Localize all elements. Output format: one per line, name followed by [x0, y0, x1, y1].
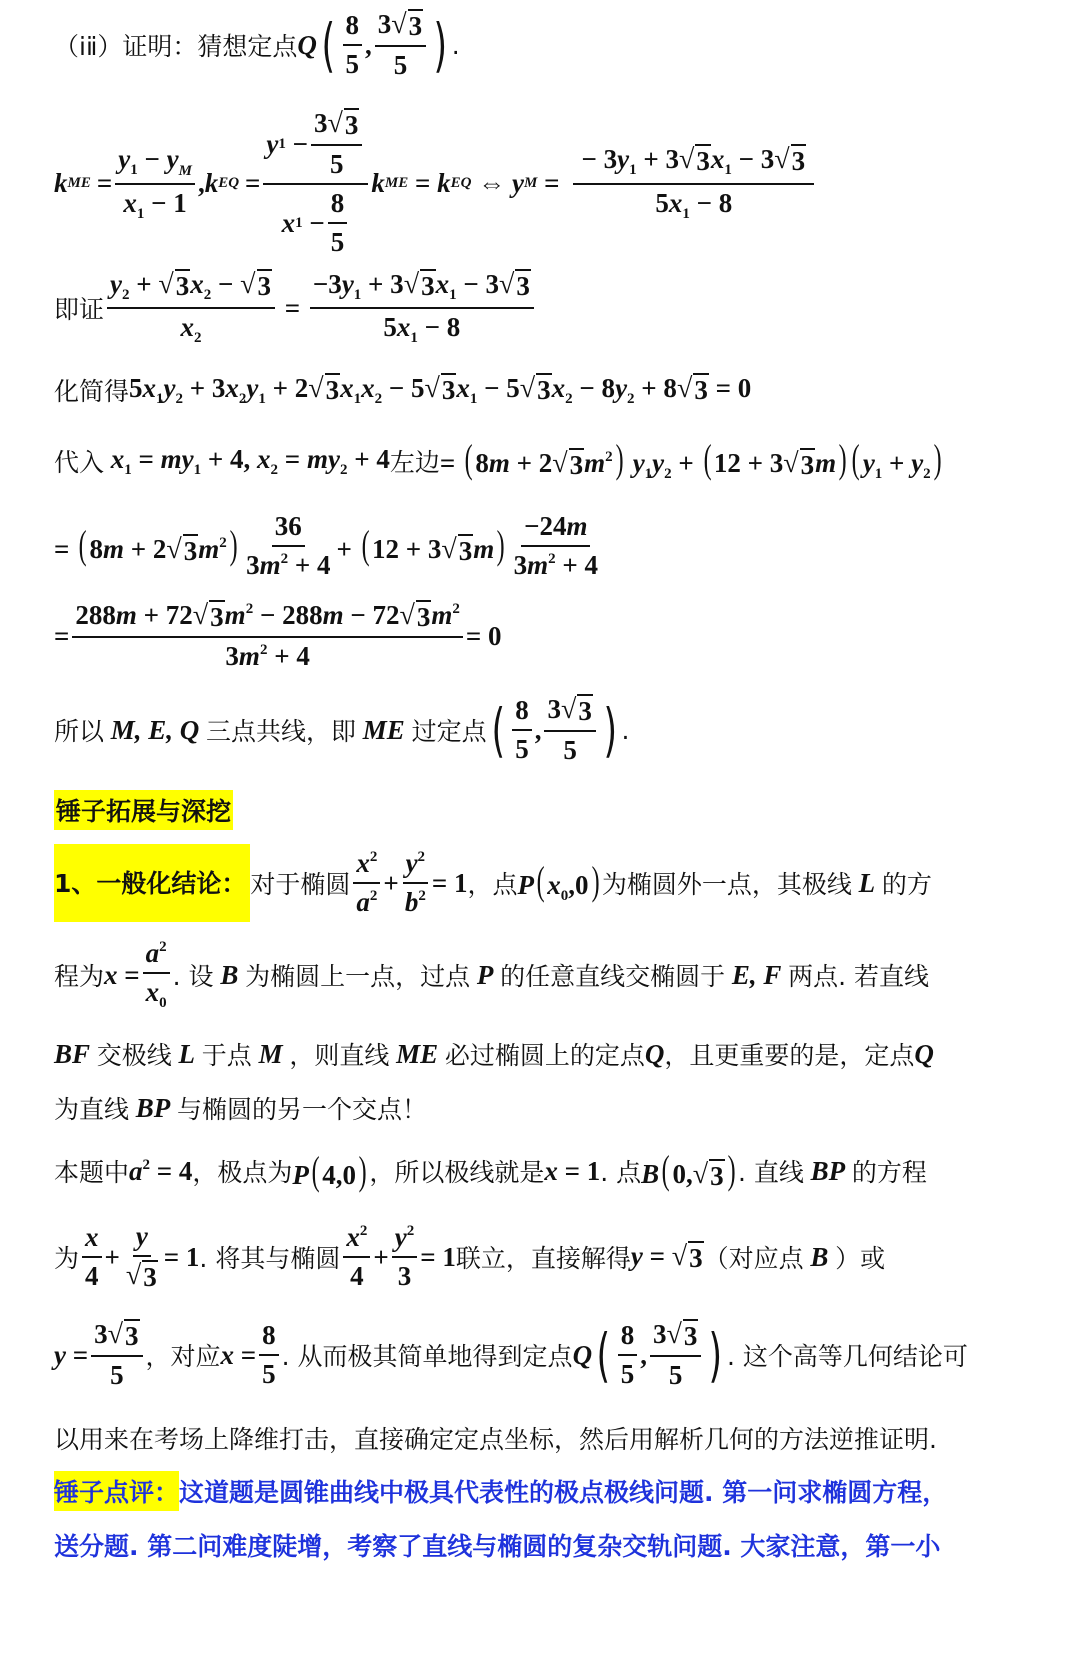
q-y-fraction: 3 √ 3 5 [375, 9, 426, 81]
general-line-1: 1、一般化结论： 对于椭圆 $\frac{x^2}{a^2}$ + $\frac{y^2}{b^2}$ = 1 ，点 $P(x_0,0)$ 为椭圆外一点，其极线 L 的方 [54, 846, 932, 920]
comment-text-2: 送分题. 第二问难度陡增，考察了直线与椭圆的复杂交轨问题. 大家注意，第一小 [54, 1532, 941, 1561]
keq-fraction: y 1 − 3 √ 3 5 x 1 − $\frac{8}{5}$ [263, 108, 368, 258]
general-line-2: 程为 x = $\frac{a^2}{x_0}$ . 设 B 为椭圆上一点，过点 P 的任意直线交椭圆于 E, F 两点. 若直线 [54, 938, 930, 1011]
ym-fraction: − $3y_1 + 3$ √ 3 $x_1 - 3$ √ 3 $5x_1 - 8$ [573, 144, 814, 223]
rhs-fraction: $-3y_1 + 3$ √ 3 $x_1 - 3$ √ 3 $5x_1 - 8$ [310, 269, 534, 347]
comment-line-2 [54, 1524, 940, 1566]
point-q-label: Q [297, 29, 317, 60]
general-line-4: 为直线 BP 与椭圆的另一个交点！ [54, 1092, 428, 1124]
example-line-2: 为 $\frac{x}{4}$ + y √ 3 = 1 . 将其与椭圆 $\frac{x^2}{4}$ + $\frac{y^2}{3}$ = 1 联立，直接解得 y = √ 3 （对应点 B ）或 [54, 1221, 886, 1292]
proof-intro-text: （ⅰⅱ）证明：猜想定点 [54, 32, 298, 61]
simplified-line: 化简得 $5x_1y_2 + 3x_2y_1 + 2$ √ 3 $x_1x_2 - 5$ √ 3 $x_1 - 5$ √ 3 $x_2 - 8y_2 + 8$ √ 3 = 0 [54, 372, 752, 407]
proof-intro-line: （ⅰⅱ）证明：猜想定点 Q ( $\frac{8}{5}$ , 3 √ 3 5 ) . [54, 9, 460, 80]
example-line-3: y = 3 √ 3 5 ，对应 x = $\frac{8}{5}$ . 从而极其简单地得到定点 Q ( $\frac{8}{5}$ , 3 √ 3 5 ) . 这个高等几何结论可 [54, 1319, 968, 1390]
comment-line-1 [54, 1470, 947, 1512]
conclusion-line: 所以 M, E, Q 三点共线，即 ME 过定点 ( $\frac{8}{5}$ , 3 √ 3 5 ) . [54, 694, 630, 765]
fraction-36: $\frac{36}{3m^2 + 4}$ [246, 511, 331, 580]
result-fraction: 288m + 72 √ 3 $m^2 - 288m - 72$ √ 3 $m^2$ $3m^2 + 4$ [72, 600, 462, 672]
result-zero-line: = 288m + 72 √ 3 $m^2 - 288m - 72$ √ 3 $m^2$ $3m^2 + 4$ = 0 [54, 600, 502, 671]
fraction-24m: $\frac{-24m}{3m^2 + 4}$ [513, 511, 598, 580]
left-paren-icon: ( [321, 11, 336, 79]
expansion-line: = (8m + 2 √ 3 $m^2$) $\frac{36}{3m^2 + 4}$ + (12 + 3 √ 3 m) $\frac{-24m}{3m^2 + 4}$ [54, 506, 604, 586]
right-paren-icon: ) [433, 11, 448, 79]
slope-equation-line: k ME = $\frac{y_1 - y_M}{x_1 - 1}$ , k EQ = y 1 − 3 √ 3 5 x 1 − $\frac{8}{5}$ k ME = k EQ ⇔ y M = − $3y_1 + 3$ √ 3 $x_1 - 3$ √ 3 $5x_1 - 8$ [54, 118, 817, 248]
general-line-3: BF 交极线 L 于点 M ，则直线 ME 必过椭圆上的定点 Q ，且更重要的是，定点 Q [54, 1038, 934, 1070]
section-title: 锤子拓展与深挖 [54, 790, 233, 830]
q-x-fraction: $\frac{8}{5}$ [343, 10, 363, 80]
example-line-4: 以用来在考场上降维打击，直接确定定点坐标，然后用解析几何的方法逆推证明. [54, 1425, 937, 1454]
substitute-line: 代入 $x_1 = my_1 + 4$, $x_2 = my_2 + 4$ 左边 = (8m + 2 √ 3 $m^2$) $y_1y_2 + (12 + 3$ √ 3 m) $(y_1 + y_2)$ [54, 436, 942, 482]
comment-text-1: 这道题是圆锥曲线中极具代表性的极点极线问题. 第一问求椭圆方程， [179, 1478, 948, 1507]
example-line-1: 本题中 $a^2 = 4$ ，极点为 P(4,0) ，所以极线就是 x = 1 . 点 B(0, √ 3 ) . 直线 BP 的方程 [54, 1147, 927, 1193]
lhs-fraction: $y_2$ + √ 3 $x_2$ − √ 3 $x_2$ [107, 269, 275, 347]
general-label: 1、一般化结论： [54, 844, 250, 922]
to-prove-line: 即证 $y_2$ + √ 3 $x_2$ − √ 3 $x_2$ = $-3y_1 + 3$ √ 3 $x_1 - 3$ √ 3 $5x_1 - 8$ [54, 268, 537, 348]
kme-fraction: $\frac{y_1 - y_M}{x_1 - 1}$ [115, 144, 195, 223]
section-header [54, 788, 233, 832]
comment-label: 锤子点评： [54, 1471, 179, 1511]
